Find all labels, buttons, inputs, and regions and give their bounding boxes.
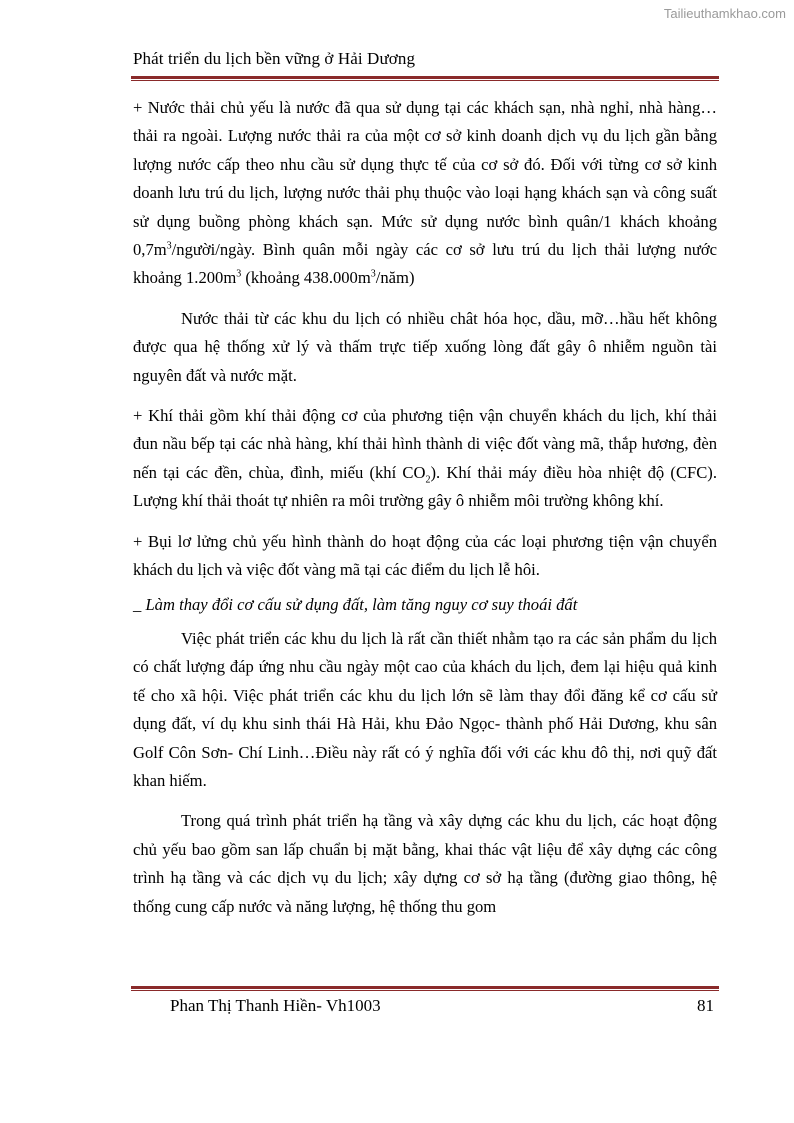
paragraph-wastewater-effects: Nước thải từ các khu du lịch có nhiều chât hóa học, dầu, mỡ…hầu hết không được qua hệ thống xử lý và thấm trực tiếp xuống lòng đất gây ô nhiễm nguồn tài nguyên đất và nước mặt. [133,308,717,385]
header-divider [131,76,719,81]
paragraph-emissions: + Khí thải gồm khí thải động cơ của phương tiện vận chuyển khách du lịch, khí thải đun nầu bếp tại các nhà hàng, khí thải hình thành di việc đốt vàng mã, thắp hương, đèn nến tại các đền, chùa, đình, miếu (khí $CO_2$). Khí thải máy điều hòa nhiệt độ (CFC). Lượng khí thải thoát tự nhiên ra môi trường gây ô nhiễm môi trường không khí. [133,406,717,511]
paragraph-infrastructure: Trong quá trình phát triển hạ tầng và xây dựng các khu du lịch, các hoạt động chủ yếu bao gồm san lấp chuẩn bị mặt bằng, khai thác vật liệu để xây dựng các công trình hạ tầng và các dịch vụ du lịch; xây dựng cơ sở hạ tầng (đường giao thông, hệ thống cung cấp nước và năng lượng, hệ thống thu gom [133,811,717,916]
section-heading-land-use: _ Làm thay đổi cơ cấu sử dụng đất, làm tăng nguy cơ suy thoái đất [133,594,578,614]
watermark: Tailieuthamkhao.com [663,6,786,21]
footer-divider [131,986,719,991]
paragraph-land-use: Việc phát triển các khu du lịch là rất cần thiết nhằm tạo ra các sản phẩm du lịch có chất lượng đáp ứng nhu cầu ngày một cao của khách du lịch, đem lại hiệu quả kinh tế cho xã hội. Việc phát triển các khu du lịch lớn sẽ làm thay đổi đăng kể cơ cấu sử dụng đất, ví dụ khu sinh thái Hà Hải, khu Đảo Ngọc- thành phố Hải Dương, khu sân Golf Côn Sơn- Chí Linh…Điều này rất có ý nghĩa đối với các khu đô thị, nơi quỹ đất khan hiếm. [133,628,717,790]
page-number: 81 [697,996,714,1015]
footer-author: Phan Thị Thanh Hiền- Vh1003 [170,996,381,1015]
paragraph-dust: + Bụi lơ lửng chủ yếu hình thành do hoạt động của các loại phương tiện vận chuyển khách du lịch và việc đốt vàng mã tại các điểm du lịch lễ hôi. [133,531,717,580]
paragraph-wastewater: + Nước thải chủ yếu là nước đã qua sử dụng tại các khách sạn, nhà nghỉ, nhà hàng… thải ra ngoài. Lượng nước thải ra của một cơ sở kinh doanh dịch vụ du lịch gần bằng lượng nước cấp theo nhu cầu sử dụng thực tế của cơ sở đó. Đối với từng cơ sở kinh doanh lưu trú du lịch, lượng nước thải phụ thuộc vào loại hạng khách sạn và công suất sử dụng buồng phòng khách sạn. Mức sử dụng nước bình quân/1 khách khoảng $0,7m^3/người$/ngày. Bình quân mỗi ngày các cơ sở lưu trú du lịch thải lượng nước khoảng $1.200m^3$ (khoảng $438.000m^3/năm$) [133,98,717,288]
page-header-title: Phát triển du lịch bền vững ở Hải Dương [133,49,416,68]
page-body [133,94,717,933]
